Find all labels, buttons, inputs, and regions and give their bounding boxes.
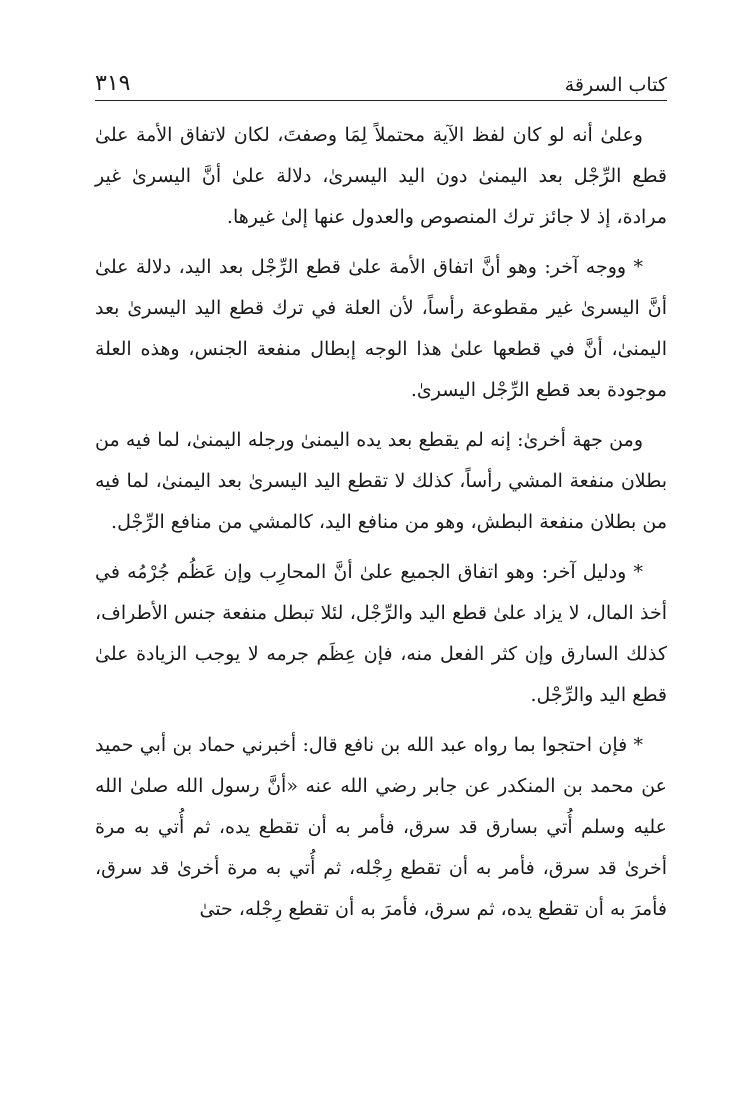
page-body — [95, 115, 667, 930]
paragraph: ومن جهة أخرىٰ: إنه لم يقطع بعد يده اليمنىٰ ورجله اليمنىٰ، لما فيه من بطلان منفعة المشي رأساً، كذلك لا تقطع اليد اليسرىٰ بعد اليمنىٰ، لما فيه من بطلان منفعة البطش، وهو من منافع اليد، كالمشي من منافع الرِّجْل. — [95, 429, 667, 533]
section-title: كتاب السرقة — [564, 74, 667, 96]
paragraph: * فإن احتجوا بما رواه عبد الله بن نافع قال: أخبرني حماد بن أبي حميد عن محمد بن المنكدر عن جابر رضي الله عنه «أنَّ رسول الله صلىٰ الله عليه وسلم أُتي بسارق قد سرق، فأمر به أن تقطع يده، ثم أُتي به مرة أخرىٰ قد سرق، فأمر به أن تقطع رِجْله، ثم أُتي به مرة أخرىٰ قد سرق، فأمرَ به أن تقطع يده، ثم سرق، فأمرَ به أن تقطع رِجْله، حتىٰ — [95, 734, 667, 920]
paragraph: * ووجه آخر: وهو أنَّ اتفاق الأمة علىٰ قطع الرِّجْل بعد اليد، دلالة علىٰ أنَّ اليسرىٰ غير مقطوعة رأساً، لأن العلة في ترك قطع اليد اليسرىٰ بعد اليمنىٰ، أنَّ في قطعها علىٰ هذا الوجه إبطال منفعة الجنس، وهذه العلة موجودة بعد قطع الرِّجْل اليسرىٰ. — [95, 256, 667, 401]
paragraph: * ودليل آخر: وهو اتفاق الجميع علىٰ أنَّ المحارِب وإن عَظُم جُرْمُه في أخذ المال، لا يزاد علىٰ قطع اليد والرِّجْل، لئلا تبطل منفعة جنس الأطراف، كذلك السارق وإن كثر الفعل منه، فإن عِظَم جرمه لا يوجب الزيادة علىٰ قطع اليد والرِّجْل. — [95, 561, 667, 706]
page-number: ٣١٩ — [95, 71, 131, 96]
paragraph: وعلىٰ أنه لو كان لفظ الآية محتملاً لِمَا وصفتَ، لكان لاتفاق الأمة علىٰ قطع الرِّجْل بعد اليمنىٰ دون اليد اليسرىٰ، دلالة علىٰ أنَّ اليسرىٰ غير مرادة، إذ لا جائز ترك المنصوص والعدول عنها إلىٰ غيرها. — [95, 124, 667, 228]
book-page — [95, 60, 667, 939]
running-header — [95, 60, 667, 101]
